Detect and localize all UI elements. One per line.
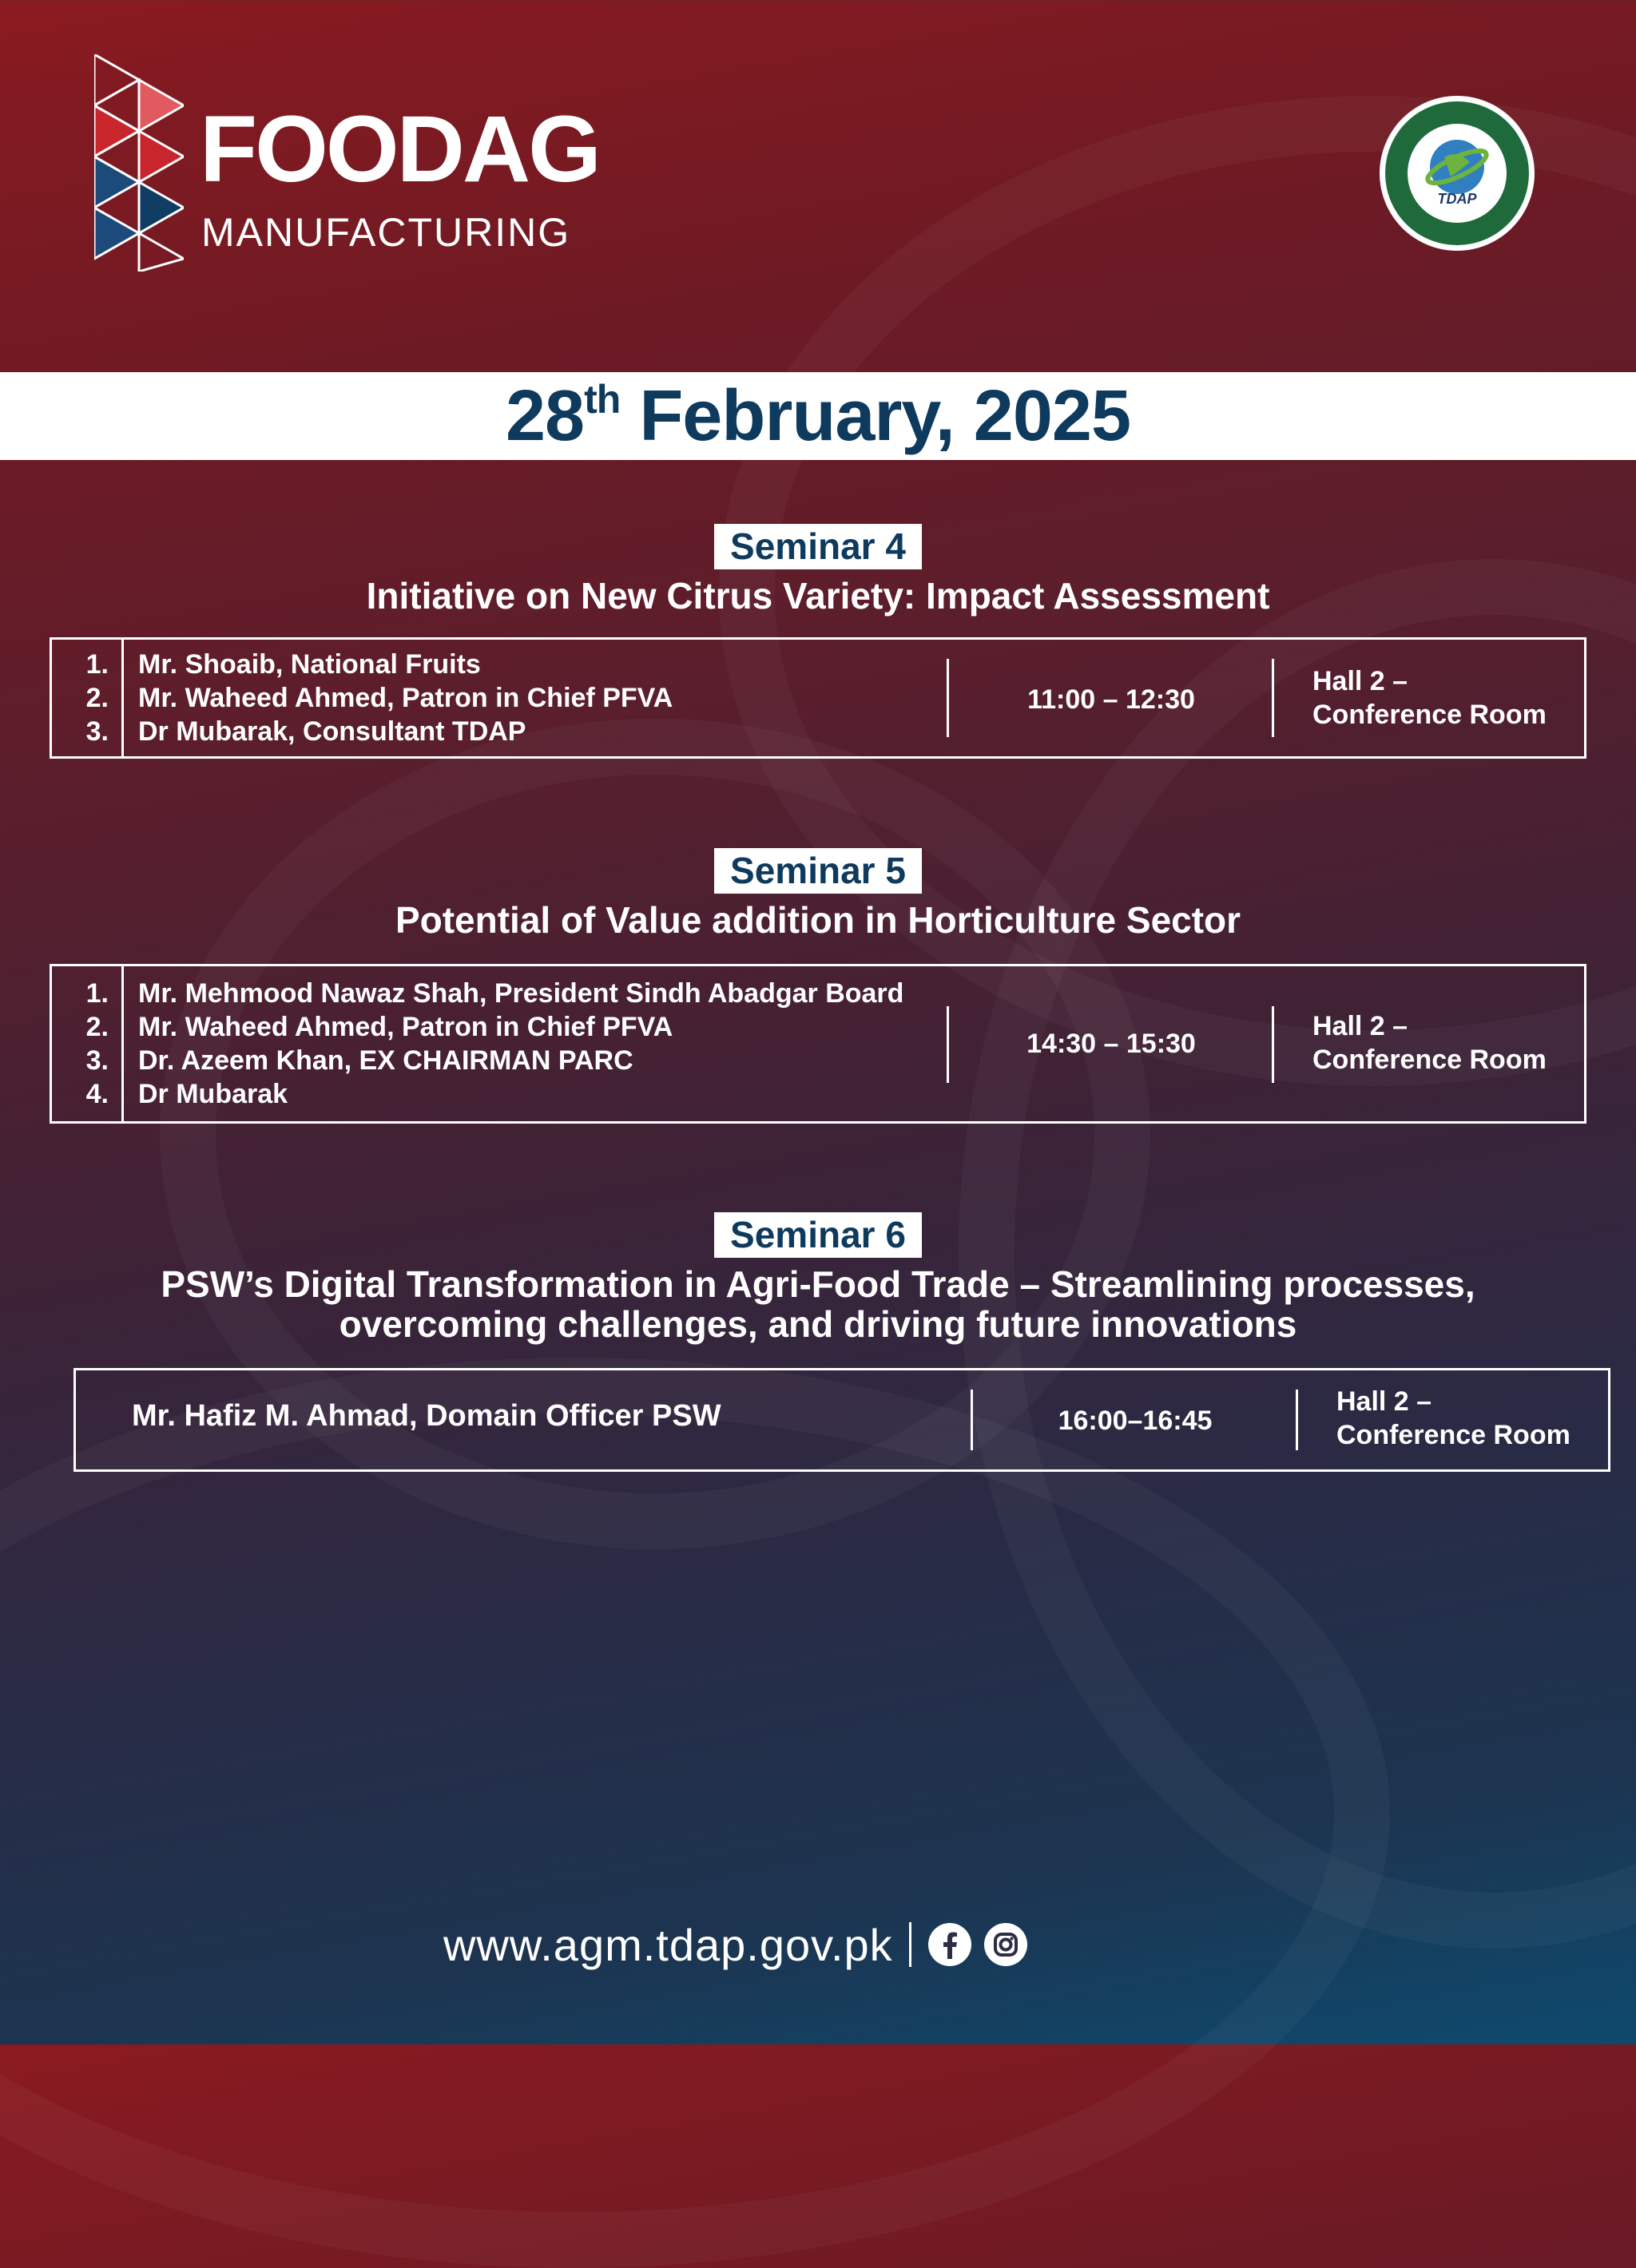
- session-venue: [1312, 1009, 1547, 1077]
- speaker-list: [133, 966, 903, 1121]
- seminar-label: Seminar 6: [714, 1212, 922, 1258]
- date-banner: [0, 372, 1636, 460]
- seminar-6-table: [73, 1368, 1610, 1472]
- seminar-5-table: [50, 964, 1586, 1124]
- speaker-name: Mr. Shoaib, National Fruits: [138, 649, 481, 680]
- speaker-name: Mr. Waheed Ahmed, Patron in Chief PFVA: [138, 1012, 673, 1042]
- facebook-icon[interactable]: [927, 1922, 972, 1967]
- session-venue: [1312, 664, 1547, 732]
- speaker-name: Dr Mubarak: [138, 1079, 288, 1109]
- venue-line: Hall 2 –: [1336, 1386, 1432, 1417]
- seal-abbr: TDAP: [1437, 191, 1477, 207]
- brand-name: FOODAG: [200, 97, 599, 202]
- foodag-logo: [94, 54, 599, 278]
- event-date: 28th February, 2025: [505, 376, 1130, 456]
- venue-line: Hall 2 –: [1312, 1011, 1408, 1041]
- speaker-number: 2.: [85, 1012, 109, 1042]
- venue-line: Conference Room: [1312, 700, 1547, 730]
- speaker-name: Mr. Mehmood Nawaz Shah, President Sindh Abadgar Board: [138, 978, 904, 1009]
- speaker-numbers: [52, 640, 124, 756]
- foodag-logo-mark-icon: [94, 54, 184, 272]
- speaker-name: Mr. Hafiz M. Ahmad, Domain Officer PSW: [132, 1399, 721, 1433]
- seminar-5-header: [0, 848, 1636, 940]
- speaker-name: Dr. Azeem Khan, EX CHAIRMAN PARC: [138, 1045, 633, 1076]
- seminar-title: Initiative on New Citrus Variety: Impact Assessment: [366, 574, 1270, 617]
- session-time: 16:00–16:45: [1058, 1406, 1213, 1436]
- footer-divider: [909, 1922, 911, 1967]
- speaker-numbers: [52, 966, 124, 1121]
- session-time: 11:00 – 12:30: [1027, 684, 1195, 715]
- session-venue: [1336, 1385, 1570, 1452]
- seminar-title-line: overcoming challenges, and driving future innovations: [339, 1303, 1297, 1345]
- header: [0, 0, 1636, 371]
- speaker-number: 3.: [85, 716, 109, 747]
- seminar-4-header: [0, 524, 1636, 616]
- seminar-4-table: [50, 637, 1586, 759]
- speaker-number: 1.: [85, 649, 109, 680]
- speaker-number: 4.: [85, 1079, 109, 1109]
- instagram-icon[interactable]: [983, 1922, 1028, 1967]
- footer: [443, 1917, 1039, 1973]
- column-divider: [1272, 1006, 1274, 1083]
- venue-line: Conference Room: [1336, 1420, 1570, 1450]
- seminar-label: Seminar 5: [714, 848, 922, 894]
- speaker-number: 2.: [85, 683, 109, 713]
- seminar-title: [0, 1264, 1636, 1344]
- speaker-name: Mr. Waheed Ahmed, Patron in Chief PFVA: [138, 683, 673, 713]
- seminar-6-header: [0, 1212, 1636, 1344]
- session-time: 14:30 – 15:30: [1026, 1029, 1196, 1059]
- website-link[interactable]: www.agm.tdap.gov.pk: [443, 1919, 893, 1970]
- venue-line: Hall 2 –: [1312, 666, 1408, 696]
- speaker-list: [133, 640, 673, 756]
- column-divider: [1296, 1390, 1298, 1450]
- seminar-title: Potential of Value addition in Horticulture Sector: [395, 898, 1241, 941]
- speaker-name: Dr Mubarak, Consultant TDAP: [138, 716, 526, 747]
- tdap-seal-icon: [1377, 93, 1537, 253]
- speaker-number: 1.: [85, 978, 109, 1009]
- brand-subtitle: MANUFACTURING: [201, 210, 571, 255]
- venue-line: Conference Room: [1312, 1045, 1547, 1075]
- column-divider: [1272, 659, 1274, 737]
- seminar-title-line: PSW’s Digital Transformation in Agri-Food Trade – Streamlining processes,: [161, 1263, 1475, 1305]
- seminar-label: Seminar 4: [714, 524, 922, 569]
- speaker-number: 3.: [85, 1045, 109, 1076]
